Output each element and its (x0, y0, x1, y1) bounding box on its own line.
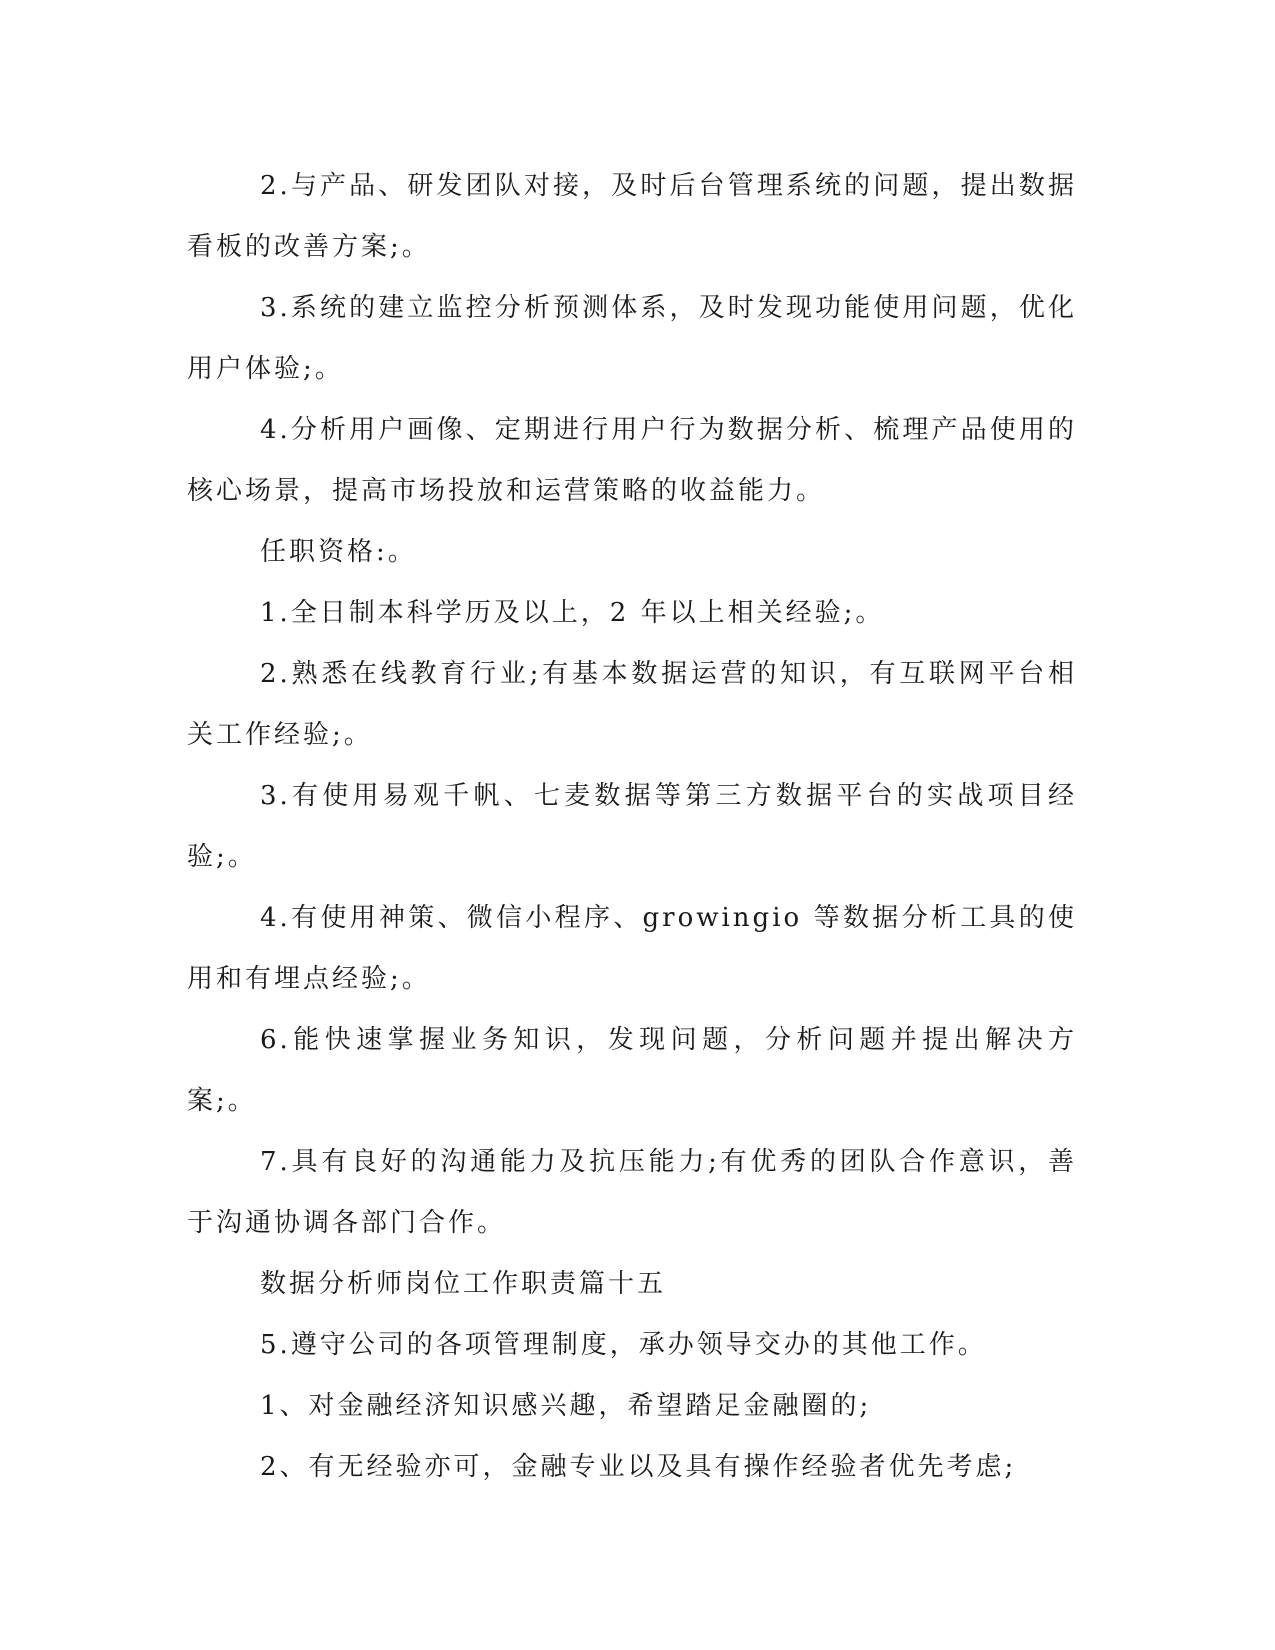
paragraph-duty-4: 4.分析用户画像、定期进行用户行为数据分析、梳理产品使用的核心场景，提高市场投放和运营策略的收益能力。 (187, 415, 1077, 506)
paragraph-duty-3: 3.系统的建立监控分析预测体系，及时发现功能使用问题，优化用户体验;。 (187, 293, 1077, 384)
paragraph-qualification-4: 4.有使用神策、微信小程序、growingio 等数据分析工具的使用和有埋点经验;。 (187, 903, 1077, 994)
paragraph-requirement-1: 1、对金融经济知识感兴趣，希望踏足金融圈的; (260, 1391, 872, 1421)
paragraph-qualification-6: 6.能快速掌握业务知识，发现问题，分析问题并提出解决方案;。 (187, 1025, 1077, 1116)
paragraph-qualification-3: 3.有使用易观千帆、七麦数据等第三方数据平台的实战项目经验;。 (187, 781, 1077, 872)
section-heading-part-15: 数据分析师岗位工作职责篇十五 (260, 1269, 667, 1299)
paragraph-qualification-7: 7.具有良好的沟通能力及抗压能力;有优秀的团队合作意识，善于沟通协调各部门合作。 (187, 1147, 1077, 1238)
paragraph-requirement-2: 2、有无经验亦可，金融专业以及具有操作经验者优先考虑; (260, 1452, 1017, 1482)
paragraph-qualification-2: 2.熟悉在线教育行业;有基本数据运营的知识，有互联网平台相关工作经验;。 (187, 659, 1077, 750)
section-heading-qualifications: 任职资格:。 (260, 537, 417, 567)
document-body (187, 156, 1077, 1498)
paragraph-duty-2: 2.与产品、研发团队对接，及时后台管理系统的问题，提出数据看板的改善方案;。 (187, 171, 1077, 262)
paragraph-qualification-1: 1.全日制本科学历及以上，2 年以上相关经验;。 (260, 598, 885, 628)
paragraph-duty-5: 5.遵守公司的各项管理制度，承办领导交办的其他工作。 (260, 1330, 987, 1360)
